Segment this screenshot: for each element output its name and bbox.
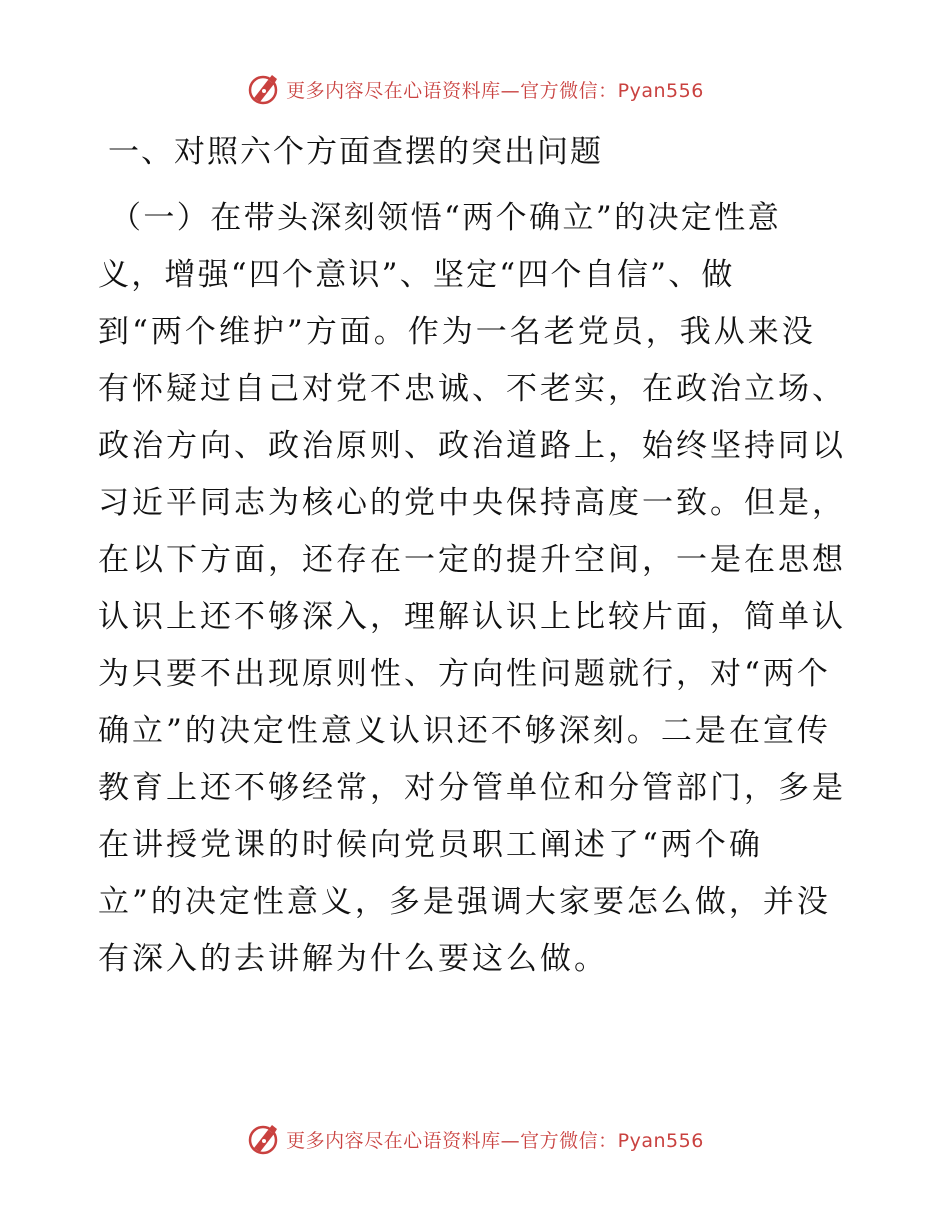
pen-nib-logo-icon [246,72,282,106]
body-line: 在讲授党课的时候向党员职工阐述了“两个确 [98,827,763,863]
body-line: 义，增强“四个意识”、坚定“四个自信”、做 [98,257,735,293]
body-line: 认识上还不够深入，理解认识上比较片面，简单认 [98,599,846,635]
body-line: 有怀疑过自己对党不忠诚、不老实，在政治立场、 [98,371,846,407]
body-line: 有深入的去讲解为什么要这么做。 [98,941,608,977]
body-line: 立”的决定性意义，多是强调大家要怎么做，并没 [98,884,831,920]
body-line: 在以下方面，还存在一定的提升空间，一是在思想 [98,542,846,578]
watermark-text: 更多内容尽在心语资料库—官方微信：Pyan556 [286,1129,704,1152]
body-line: 确立”的决定性意义认识还不够深刻。二是在宣传 [98,713,831,749]
watermark-banner-bottom [0,1122,950,1156]
watermark-text: 更多内容尽在心语资料库—官方微信：Pyan556 [286,79,704,102]
body-line: （一）在带头深刻领悟“两个确立”的决定性意 [110,200,782,236]
pen-nib-logo-icon [246,1122,282,1156]
body-line: 政治方向、政治原则、政治道路上，始终坚持同以 [98,428,846,464]
watermark-banner-top [0,72,950,106]
body-line: 到“两个维护”方面。作为一名老党员，我从来没 [98,314,816,350]
body-line: 为只要不出现原则性、方向性问题就行，对“两个 [98,656,831,692]
section-heading: 一、对照六个方面查摆的突出问题 [108,134,603,170]
body-line: 教育上还不够经常，对分管单位和分管部门，多是 [98,770,846,806]
body-line: 习近平同志为核心的党中央保持高度一致。但是， [98,485,846,521]
